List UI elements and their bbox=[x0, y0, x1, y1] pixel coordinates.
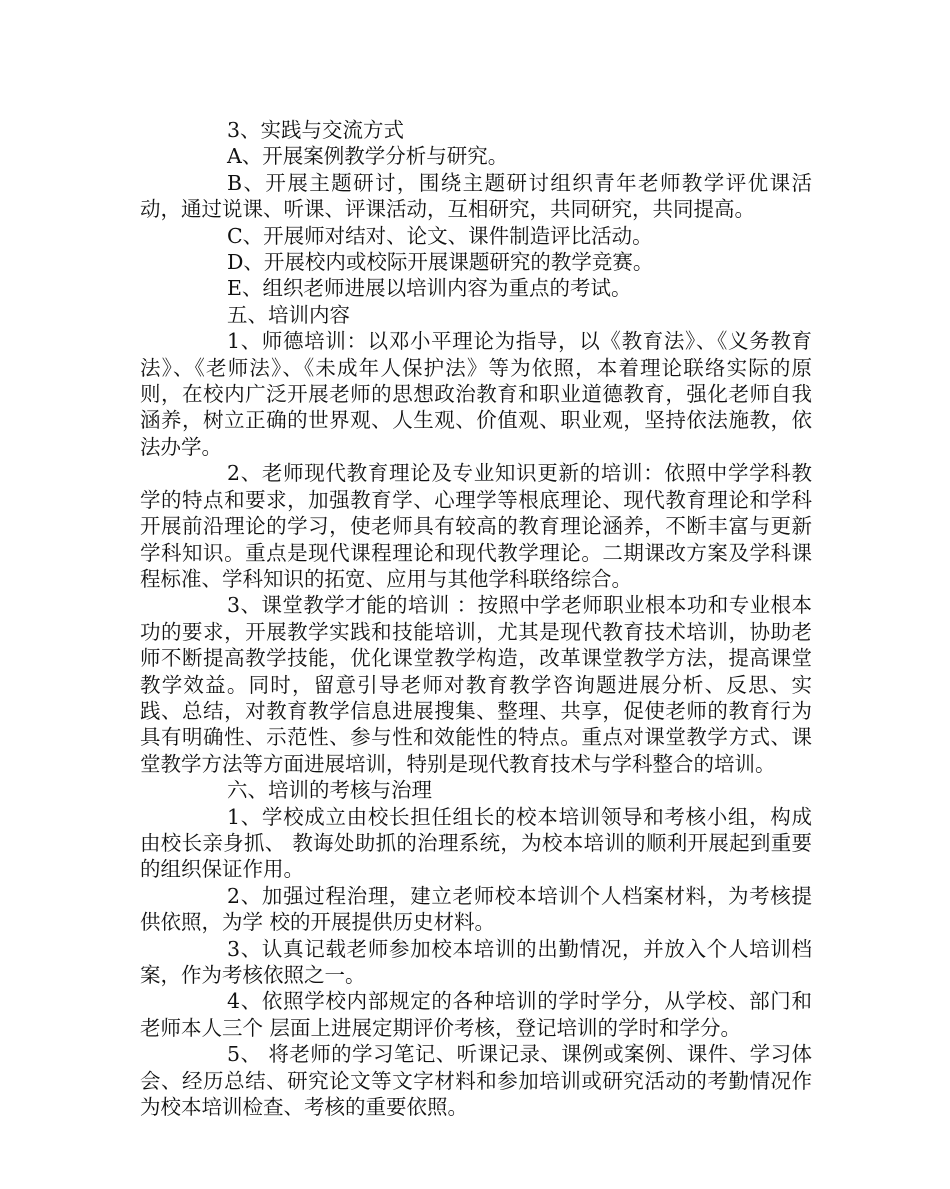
paragraph-practice-heading: 3、实践与交流方式 bbox=[227, 118, 405, 142]
paragraph-ethics-training: 1、师德培训：以邓小平理论为指导，以《教育法》、《义务教育法》、《老师法》、《未成年人保护法》等为依照，本着理论联络实际的原则，在校内广泛开展老师的思想政治教育和职业道德教育，强化老师自我涵养，树立正确的世界观、人生观、价值观、职业观，坚持依法施教，依法办学。 bbox=[140, 329, 812, 459]
paragraph-theory-training: 2、老师现代教育理论及专业知识更新的培训：依照中学学科教学的特点和要求，加强教育学、心理学等根底理论、现代教育理论和学科开展前沿理论的学习，使老师具有较高的教育理论涵养，不断丰富与更新学科知识。重点是现代课程理论和现代教学理论。二期课改方案及学科课程标准、学科知识的拓宽、应用与其他学科联络综合。 bbox=[140, 461, 812, 591]
paragraph-assessment-5: 5、 将老师的学习笔记、听课记录、课例或案例、课件、学习体会、经历总结、研究论文等文字材料和参加培训或研究活动的考勤情况作为校本培训检查、考核的重要依照。 bbox=[140, 1042, 812, 1120]
document-body bbox=[140, 117, 812, 1120]
paragraph-assessment-1: 1、学校成立由校长担任组长的校本培训领导和考核小组，构成由校长亲身抓、 教诲处助抓的治理系统，为校本培训的顺利开展起到重要的组织保证作用。 bbox=[140, 804, 812, 882]
paragraph-classroom-training: 3、课堂教学才能的培训 ：按照中学老师职业根本功和专业根本功的要求，开展教学实践和技能培训，尤其是现代教育技术培训，协助老师不断提高教学技能，优化课堂教学构造，改革课堂教学方法，提高课堂教学效益。同时，留意引导老师对教育教学咨询题进展分析、反思、实践、总结，对教育教学信息进展搜集、整理、共享，促使老师的教育行为具有明确性、示范性、参与性和效能性的特点。重点对课堂教学方式、课堂教学方法等方面进展培训，特别是现代教育技术与学科整合的培训。 bbox=[140, 593, 812, 776]
paragraph-item-b: B、开展主题研讨，围绕主题研讨组织青年老师教学评优课活动，通过说课、听课、评课活动，互相研究，共同研究，共同提高。 bbox=[140, 170, 812, 222]
paragraph-assessment-4: 4、依照学校内部规定的各种培训的学时学分，从学校、部门和老师本人三个 层面上进展定期评价考核，登记培训的学时和学分。 bbox=[140, 989, 812, 1040]
paragraph-item-a: A、开展案例教学分析与研究。 bbox=[227, 144, 509, 169]
section-heading-assessment: 六、培训的考核与治理 bbox=[227, 778, 432, 803]
paragraph-assessment-2: 2、加强过程治理，建立老师校本培训个人档案材料，为考核提供依照，为学 校的开展提供历史材料。 bbox=[140, 883, 812, 935]
section-heading-training-content: 五、培训内容 bbox=[227, 302, 350, 327]
paragraph-item-e: E、组织老师进展以培训内容为重点的考试。 bbox=[227, 276, 632, 301]
paragraph-assessment-3: 3、认真记载老师参加校本培训的出勤情况，并放入个人培训档案，作为考核依照之一。 bbox=[140, 936, 812, 987]
paragraph-item-c: C、开展师对结对、论文、课件制造评比活动。 bbox=[227, 223, 653, 248]
paragraph-item-d: D、开展校内或校际开展课题研究的教学竞赛。 bbox=[227, 250, 654, 275]
